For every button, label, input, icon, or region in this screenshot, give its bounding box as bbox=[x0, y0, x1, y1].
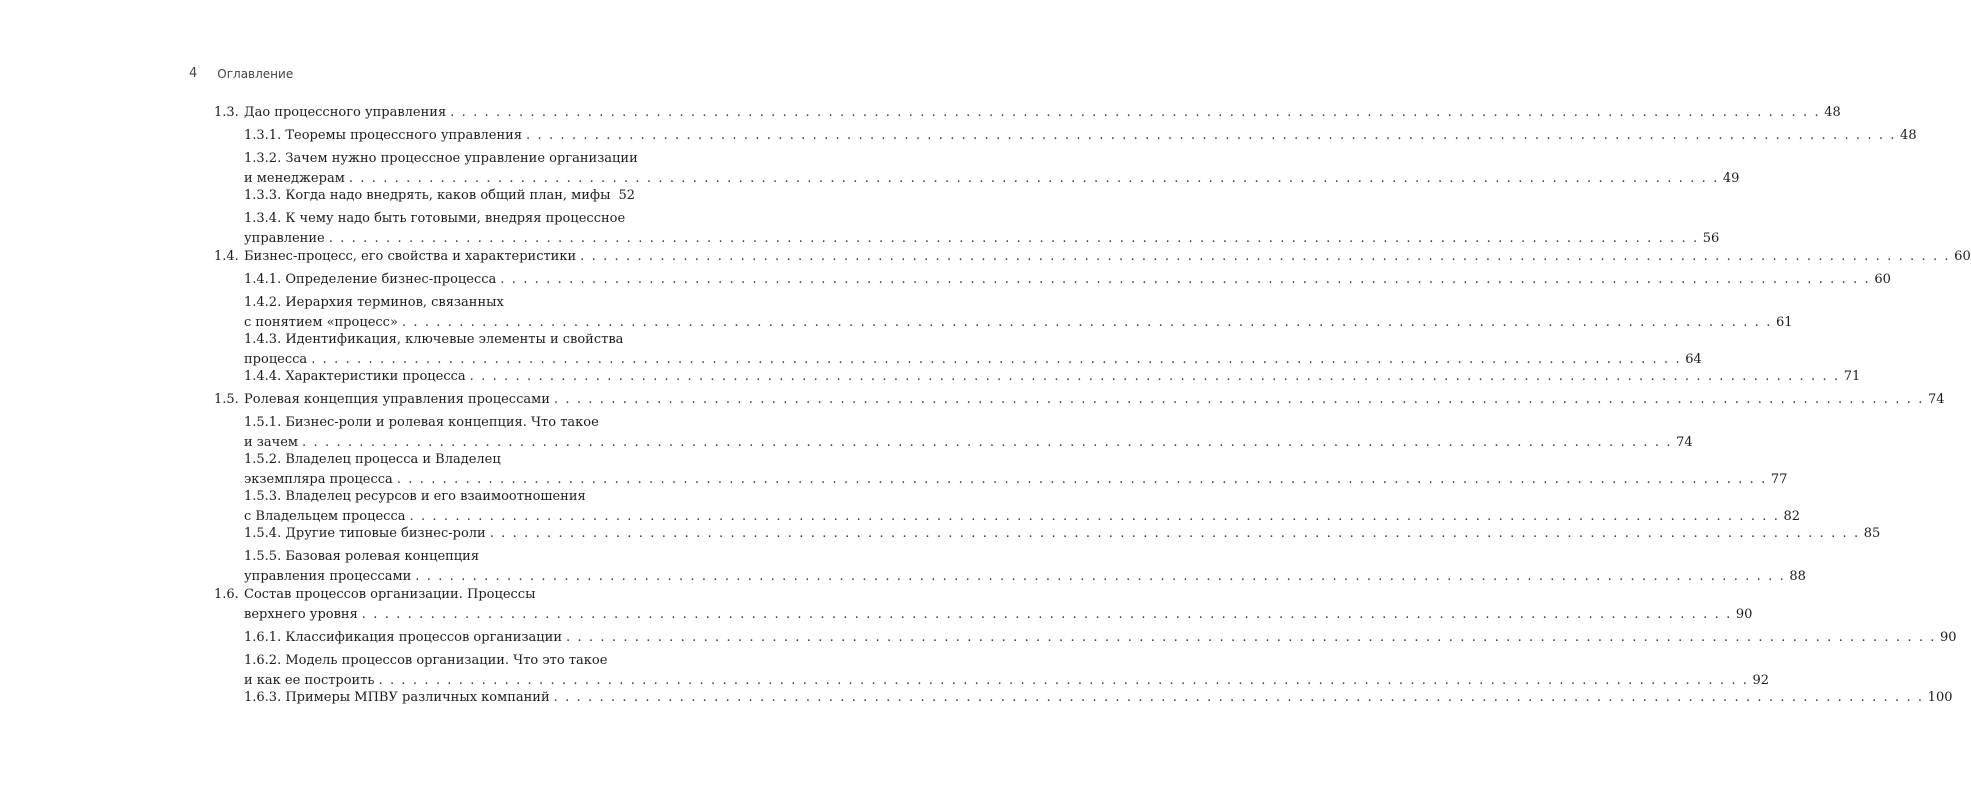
toc-title-line: экземпляра процесса bbox=[244, 471, 393, 487]
dot-leader: . . . . . . . . . . . . . . . . . . . . . . . . . . . . . . . . . . . . . . . . . . . . . . . . . . . . . . . . . . . . . . . . . . . . . . . . . . . . . . . . . . . . . . . . . . . . . . . . . . . . . . . . . . . . . . . . . . . . . . . . bbox=[489, 526, 1860, 541]
dot-leader: . . . . . . . . . . . . . . . . . . . . . . . . . . . . . . . . . . . . . . . . . . . . . . . . . . . . . . . . . . . . . . . . . . . . . . . . . . . . . . . . . . . . . . . . . . . . . . . . . . . . . . . . . . . . . . . . . . . . . . . . bbox=[553, 690, 1924, 705]
toc-title-line: 1.6.1. Классификация процессов организации bbox=[244, 630, 562, 645]
toc-title-line: 1.5.3. Владелец ресурсов и его взаимоотношения bbox=[244, 489, 586, 504]
toc-title-line: 1.5.4. Другие типовые бизнес-роли bbox=[244, 526, 486, 541]
toc-title-line: 1.3.4. К чему надо быть готовыми, внедряя процессное bbox=[244, 211, 626, 226]
toc-title-line: и менеджерам bbox=[244, 170, 345, 186]
toc-title-line: 1.5.1. Бизнес-роли и ролевая концепция. Что такое bbox=[244, 415, 599, 430]
toc-entry-line bbox=[244, 390, 1945, 410]
toc-title-line: с понятием «процесс» bbox=[244, 314, 398, 330]
toc-page-number: 77 bbox=[1770, 471, 1788, 487]
toc-title-line: 1.3.1. Теоремы процессного управления bbox=[244, 128, 523, 143]
toc-page-number: 88 bbox=[1789, 568, 1806, 584]
toc-title-line: и как ее построить bbox=[244, 672, 375, 688]
toc-title-line: с Владельцем процесса bbox=[244, 508, 406, 524]
dot-leader: . . . . . . . . . . . . . . . . . . . . . . . . . . . . . . . . . . . . . . . . . . . . . . . . . . . . . . . . . . . . . . . . . . . . . . . . . . . . . . . . . . . . . . . . . . . . . . . . . . . . . . . . . . . . . . . . . . . . . . . . bbox=[553, 392, 1924, 407]
toc-entry-line bbox=[244, 186, 635, 206]
toc-title-line: 1.4.1. Определение бизнес-процесса bbox=[244, 272, 497, 287]
toc-title-line: и зачем bbox=[244, 434, 299, 450]
toc-title-line: Состав процессов организации. Процессы bbox=[244, 587, 536, 602]
toc-title-line: процесса bbox=[244, 351, 308, 367]
dot-leader: . . . . . . . . . . . . . . . . . . . . . . . . . . . . . . . . . . . . . . . . . . . . . . . . . . . . . . . . . . . . . . . . . . . . . . . . . . . . . . . . . . . . . . . . . . . . . . . . . . . . . . . . . . . . . . . . . . . . . . . . bbox=[526, 128, 1897, 143]
toc-entry-line bbox=[244, 688, 1953, 708]
toc-entry-line bbox=[244, 103, 1841, 123]
toc-title-line: 1.5.5. Базовая ролевая концепция bbox=[244, 549, 480, 564]
dot-leader: . . . . . . . . . . . . . . . . . . . . . . . . . . . . . . . . . . . . . . . . . . . . . . . . . . . . . . . . . . . . . . . . . . . . . . . . . . . . . . . . . . . . . . . . . . . . . . . . . . . . . . . . . . . . . . . . . . . . . . . . bbox=[580, 249, 1951, 264]
toc-page-number: 90 bbox=[1735, 606, 1753, 622]
toc-section-number: 1.3. bbox=[214, 105, 239, 120]
toc-title-line: 1.4.3. Идентификация, ключевые элементы и свойства bbox=[244, 332, 624, 347]
toc-entry-line bbox=[244, 229, 1720, 249]
dot-leader: . . . . . . . . . . . . . . . . . . . . . . . . . . . . . . . . . . . . . . . . . . . . . . . . . . . . . . . . . . . . . . . . . . . . . . . . . . . . . . . . . . . . . . . . . . . . . . . . . . . . . . . . . . . . . . . . . . . . . . . . bbox=[450, 105, 1821, 120]
toc-page-number: 90 bbox=[1940, 630, 1957, 645]
toc-title-line: 1.6.2. Модель процессов организации. Что это такое bbox=[244, 653, 608, 668]
dot-leader: . . . . . . . . . . . . . . . . . . . . . . . . . . . . . . . . . . . . . . . . . . . . . . . . . . . . . . . . . . . . . . . . . . . . . . . . . . . . . . . . . . . . . . . . . . . . . . . . . . . . . . . . . . . . . . . . . . . . . . . . bbox=[469, 369, 1840, 384]
toc-page-number: 48 bbox=[1900, 128, 1917, 143]
toc-page-number: 61 bbox=[1775, 314, 1793, 330]
toc-entry-line bbox=[244, 367, 1861, 387]
toc-title-line: 1.4.4. Характеристики процесса bbox=[244, 369, 466, 384]
dot-leader: . . . . . . . . . . . . . . . . . . . . . . . . . . . . . . . . . . . . . . . . . . . . . . . . . . . . . . . . . . . . . . . . . . . . . . . . . . . . . . . . . . . . . . . . . . . . . . . . . . . . . . . . . . . . . . . . . . . . . . . . bbox=[311, 351, 1682, 367]
dot-leader: . . . . . . . . . . . . . . . . . . . . . . . . . . . . . . . . . . . . . . . . . . . . . . . . . . . . . . . . . . . . . . . . . . . . . . . . . . . . . . . . . . . . . . . . . . . . . . . . . . . . . . . . . . . . . . . . . . . . . . . . bbox=[302, 434, 1673, 450]
toc-page-number: 92 bbox=[1752, 672, 1770, 688]
toc-page-number: 64 bbox=[1685, 351, 1702, 367]
toc-title-line: Ролевая концепция управления процессами bbox=[244, 392, 550, 407]
toc-page-number: 82 bbox=[1783, 508, 1801, 524]
dot-leader: . . . . . . . . . . . . . . . . . . . . . . . . . . . . . . . . . . . . . . . . . . . . . . . . . . . . . . . . . . . . . . . . . . . . . . . . . . . . . . . . . . . . . . . . . . . . . . . . . . . . . . . . . . . . . . . . . . . . . . . . bbox=[415, 568, 1786, 584]
toc-entry-line bbox=[244, 567, 1806, 587]
toc-page-number: 48 bbox=[1824, 105, 1841, 120]
toc-entry-line bbox=[244, 270, 1891, 290]
toc-page-number: 100 bbox=[1927, 690, 1953, 705]
toc-page-number: 56 bbox=[1702, 230, 1720, 246]
toc-title-line: Бизнес-процесс, его свойства и характеристики bbox=[244, 249, 577, 264]
toc-page-number: 60 bbox=[1874, 272, 1891, 287]
dot-leader: . . . . . . . . . . . . . . . . . . . . . . . . . . . . . . . . . . . . . . . . . . . . . . . . . . . . . . . . . . . . . . . . . . . . . . . . . . . . . . . . . . . . . . . . . . . . . . . . . . . . . . . . . . . . . . . . . . . . . . . . bbox=[361, 606, 1732, 622]
dot-leader: . . . . . . . . . . . . . . . . . . . . . . . . . . . . . . . . . . . . . . . . . . . . . . . . . . . . . . . . . . . . . . . . . . . . . . . . . . . . . . . . . . . . . . . . . . . . . . . . . . . . . . . . . . . . . . . . . . . . . . . . bbox=[378, 672, 1749, 688]
page-number: 4 bbox=[189, 66, 198, 81]
dot-leader: . . . . . . . . . . . . . . . . . . . . . . . . . . . . . . . . . . . . . . . . . . . . . . . . . . . . . . . . . . . . . . . . . . . . . . . . . . . . . . . . . . . . . . . . . . . . . . . . . . . . . . . . . . . . . . . . . . . . . . . . bbox=[328, 230, 1699, 246]
toc-page-number: 71 bbox=[1843, 369, 1861, 384]
header-title: Оглавление bbox=[217, 66, 294, 81]
dot-leader: . . . . . . . . . . . . . . . . . . . . . . . . . . . . . . . . . . . . . . . . . . . . . . . . . . . . . . . . . . . . . . . . . . . . . . . . . . . . . . . . . . . . . . . . . . . . . . . . . . . . . . . . . . . . . . . . . . . . . . . . bbox=[409, 508, 1780, 524]
toc-page-number: 74 bbox=[1927, 392, 1945, 407]
toc-title-line: 1.3.2. Зачем нужно процессное управление организации bbox=[244, 151, 638, 166]
toc-title-line: 1.5.2. Владелец процесса и Владелец bbox=[244, 452, 501, 467]
toc-title-line: 1.4.2. Иерархия терминов, связанных bbox=[244, 295, 504, 310]
toc-entry-line bbox=[244, 247, 1971, 267]
toc-page-number: 74 bbox=[1676, 434, 1693, 450]
toc-title-line: управления процессами bbox=[244, 568, 412, 584]
dot-leader: . . . . . . . . . . . . . . . . . . . . . . . . . . . . . . . . . . . . . . . . . . . . . . . . . . . . . . . . . . . . . . . . . . . . . . . . . . . . . . . . . . . . . . . . . . . . . . . . . . . . . . . . . . . . . . . . . . . . . . . . bbox=[500, 272, 1871, 287]
toc-section-number: 1.4. bbox=[214, 249, 239, 264]
toc-entry-line bbox=[244, 628, 1957, 648]
toc-title-line: Дао процессного управления bbox=[244, 105, 447, 120]
toc-page-number: 60 bbox=[1954, 249, 1971, 264]
dot-leader: . . . . . . . . . . . . . . . . . . . . . . . . . . . . . . . . . . . . . . . . . . . . . . . . . . . . . . . . . . . . . . . . . . . . . . . . . . . . . . . . . . . . . . . . . . . . . . . . . . . . . . . . . . . . . . . . . . . . . . . . bbox=[566, 630, 1937, 645]
toc-page-number: 85 bbox=[1863, 526, 1881, 541]
toc-title-line: 1.3.3. Когда надо внедрять, каков общий план, мифы bbox=[244, 188, 611, 203]
toc-section-number: 1.5. bbox=[214, 392, 239, 407]
toc-page-number: 52 bbox=[618, 188, 635, 203]
dot-leader: . . . . . . . . . . . . . . . . . . . . . . . . . . . . . . . . . . . . . . . . . . . . . . . . . . . . . . . . . . . . . . . . . . . . . . . . . . . . . . . . . . . . . . . . . . . . . . . . . . . . . . . . . . . . . . . . . . . . . . . . bbox=[396, 471, 1767, 487]
toc-page-number: 49 bbox=[1722, 170, 1740, 186]
toc-entry-line bbox=[244, 605, 1753, 625]
toc-entry-line bbox=[244, 524, 1881, 544]
toc-entry-line bbox=[244, 126, 1917, 146]
toc-title-line: управление bbox=[244, 230, 325, 246]
toc-title-line: верхнего уровня bbox=[244, 606, 358, 622]
toc-section-number: 1.6. bbox=[214, 587, 239, 602]
toc-title-line: 1.6.3. Примеры МПВУ различных компаний bbox=[244, 690, 550, 705]
dot-leader: . . . . . . . . . . . . . . . . . . . . . . . . . . . . . . . . . . . . . . . . . . . . . . . . . . . . . . . . . . . . . . . . . . . . . . . . . . . . . . . . . . . . . . . . . . . . . . . . . . . . . . . . . . . . . . . . . . . . . . . . bbox=[401, 314, 1772, 330]
dot-leader: . . . . . . . . . . . . . . . . . . . . . . . . . . . . . . . . . . . . . . . . . . . . . . . . . . . . . . . . . . . . . . . . . . . . . . . . . . . . . . . . . . . . . . . . . . . . . . . . . . . . . . . . . . . . . . . . . . . . . . . . bbox=[348, 170, 1719, 186]
